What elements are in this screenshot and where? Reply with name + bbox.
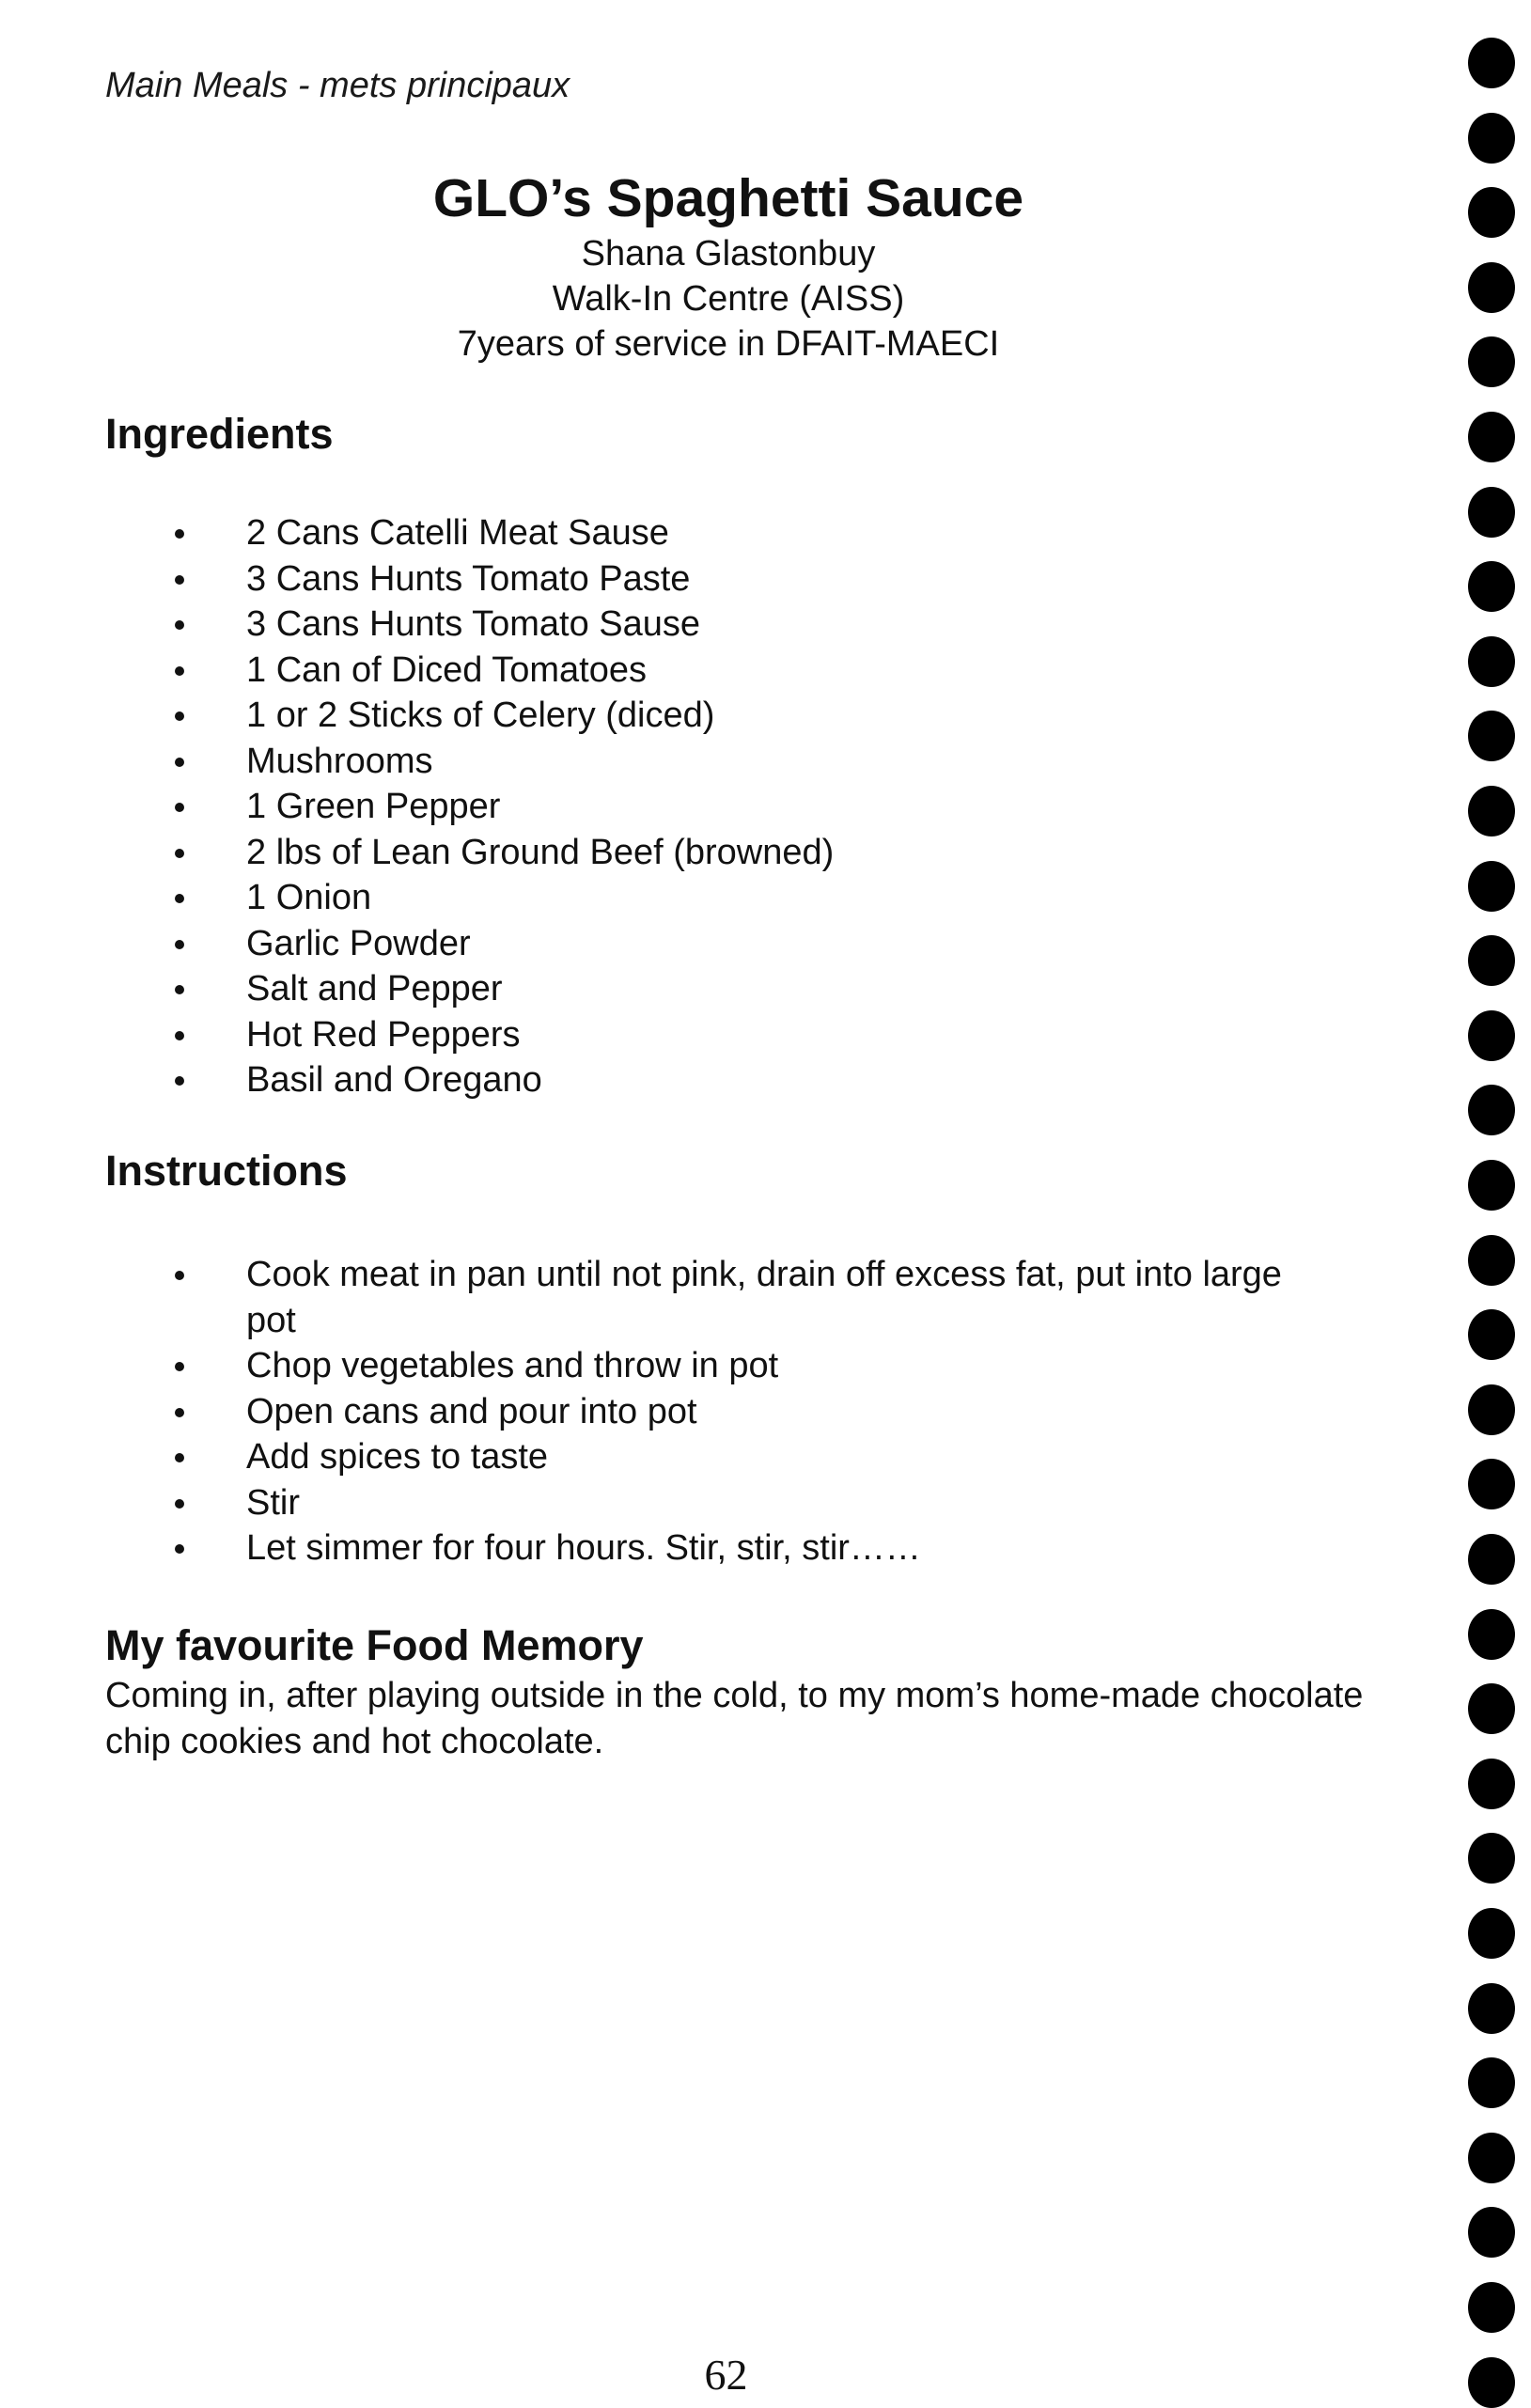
binding-hole-icon [1468, 2357, 1515, 2408]
binding-hole-icon [1468, 38, 1515, 88]
binding-hole-icon [1468, 262, 1515, 313]
instruction-item: Stir [175, 1480, 1331, 1526]
bullet-icon [175, 849, 184, 858]
ingredients-list [175, 510, 1350, 1103]
binding-hole-icon [1468, 1459, 1515, 1509]
bullet-icon [175, 529, 184, 539]
section-header: Main Meals - mets principaux [105, 66, 570, 105]
ingredient-item: 3 Cans Hunts Tomato Paste [175, 556, 1350, 602]
bullet-icon [175, 1076, 184, 1086]
author-name: Shana Glastonbuy [581, 234, 876, 274]
memory-heading: My favourite Food Memory [105, 1621, 644, 1669]
ingredient-item: 1 Green Pepper [175, 784, 1350, 830]
ingredient-item: Hot Red Peppers [175, 1012, 1350, 1058]
ingredient-item: Mushrooms [175, 739, 1350, 785]
instruction-item: Let simmer for four hours. Stir, stir, stir…… [175, 1525, 1331, 1571]
ingredient-item: 2 lbs of Lean Ground Beef (browned) [175, 830, 1350, 876]
binding-hole-icon [1468, 2207, 1515, 2258]
ingredient-item: Basil and Oregano [175, 1057, 1350, 1103]
binding-hole-icon [1468, 1309, 1515, 1360]
author-service: 7years of service in DFAIT-MAECI [457, 324, 1000, 364]
ingredient-item: 1 Onion [175, 875, 1350, 921]
bullet-icon [175, 803, 184, 812]
binding-hole-icon [1468, 786, 1515, 837]
binding-hole-icon [1468, 412, 1515, 462]
memory-text: Coming in, after playing outside in the cold, to my mom’s home-made chocolate chip cookies and hot chocolate. [105, 1676, 1364, 1761]
bullet-icon [175, 620, 184, 630]
binding-hole-icon [1468, 935, 1515, 986]
ingredient-item: 1 Can of Diced Tomatoes [175, 648, 1350, 694]
binding-hole-icon [1468, 1759, 1515, 1809]
bullet-icon [175, 1408, 184, 1417]
bullet-icon [175, 711, 184, 721]
ingredient-item: 2 Cans Catelli Meat Sause [175, 510, 1350, 556]
binding-hole-icon [1468, 636, 1515, 687]
binding-hole-icon [1468, 1384, 1515, 1435]
ingredient-item: 3 Cans Hunts Tomato Sause [175, 602, 1350, 648]
bullet-icon [175, 894, 184, 903]
instructions-list [175, 1252, 1331, 1571]
binding-hole-icon [1468, 1085, 1515, 1135]
instructions-heading: Instructions [105, 1147, 348, 1195]
bullet-icon [175, 666, 184, 676]
binding-hole-icon [1468, 1534, 1515, 1585]
binding-hole-icon [1468, 1833, 1515, 1884]
bullet-icon [175, 1031, 184, 1040]
bullet-icon [175, 1271, 184, 1280]
instruction-item: Add spices to taste [175, 1434, 1331, 1480]
binding-hole-icon [1468, 487, 1515, 538]
ingredient-item: Garlic Powder [175, 921, 1350, 967]
binding-hole-icon [1468, 2133, 1515, 2183]
binding-hole-icon [1468, 561, 1515, 612]
bullet-icon [175, 1453, 184, 1462]
instruction-item: Open cans and pour into pot [175, 1389, 1331, 1435]
binding-hole-icon [1468, 113, 1515, 164]
binding-hole-icon [1468, 2282, 1515, 2333]
bullet-icon [175, 985, 184, 994]
bullet-icon [175, 1544, 184, 1554]
binding-hole-icon [1468, 336, 1515, 387]
bullet-icon [175, 1499, 184, 1509]
page-number: 62 [704, 2351, 748, 2399]
binding-hole-icon [1468, 1160, 1515, 1211]
binding-hole-icon [1468, 1609, 1515, 1660]
recipe-title: GLO’s Spaghetti Sauce [432, 168, 1024, 228]
bullet-icon [175, 575, 184, 585]
binding-hole-icon [1468, 711, 1515, 761]
ingredient-item: Salt and Pepper [175, 966, 1350, 1012]
bullet-icon [175, 758, 184, 767]
binding-hole-icon [1468, 861, 1515, 912]
binding-hole-icon [1468, 187, 1515, 238]
ingredient-item: 1 or 2 Sticks of Celery (diced) [175, 693, 1350, 739]
binding-hole-icon [1468, 1983, 1515, 2034]
binding-hole-icon [1468, 2057, 1515, 2108]
bullet-icon [175, 1362, 184, 1371]
bullet-icon [175, 940, 184, 949]
author-department: Walk-In Centre (AISS) [552, 279, 905, 319]
recipe-title-block [282, 165, 1175, 367]
ingredients-heading: Ingredients [105, 410, 334, 458]
binding-hole-icon [1468, 1683, 1515, 1734]
binding-hole-icon [1468, 1235, 1515, 1286]
binding-hole-icon [1468, 1908, 1515, 1959]
instruction-item: Cook meat in pan until not pink, drain off excess fat, put into large pot [175, 1252, 1331, 1343]
binding-hole-icon [1468, 1010, 1515, 1061]
instruction-item: Chop vegetables and throw in pot [175, 1343, 1331, 1389]
